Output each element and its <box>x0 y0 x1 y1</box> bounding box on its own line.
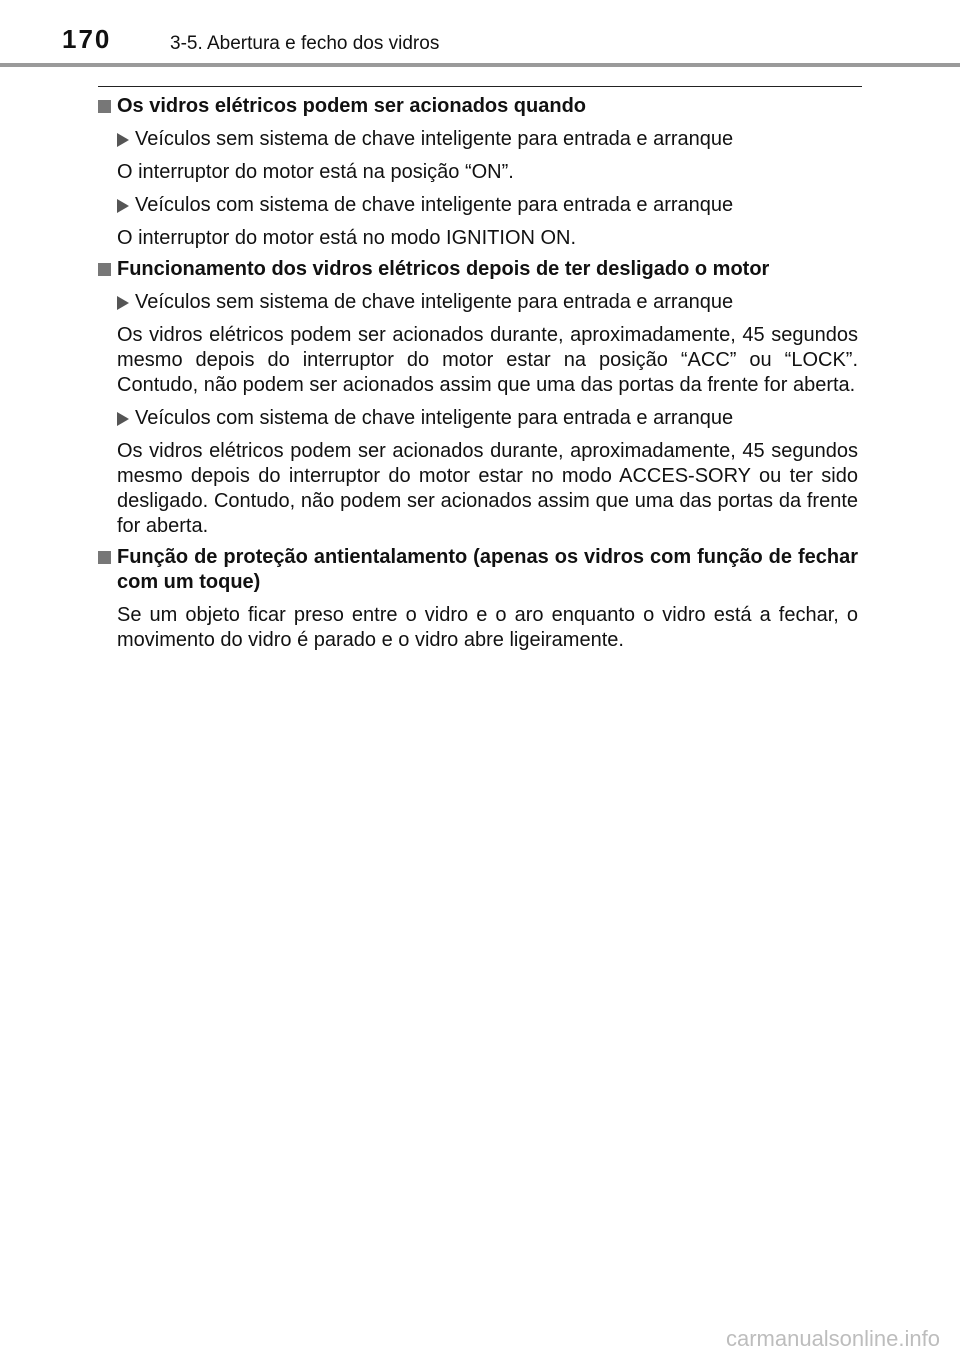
triangle-bullet-icon <box>117 296 129 310</box>
page-header <box>0 0 960 70</box>
section-heading: Funcionamento dos vidros elétricos depois de ter desligado o motor <box>98 257 858 282</box>
triangle-bullet-icon <box>117 199 129 213</box>
paragraph: Os vidros elétricos podem ser acionados durante, aproximadamente, 45 segundos mesmo depois do interruptor do motor estar na posição “ACC” ou “LOCK”. Contudo, não podem ser acionados assim que uma das portas da frente for aberta. <box>117 324 858 396</box>
sub-heading: Veículos sem sistema de chave inteligente para entrada e arranque <box>117 290 858 315</box>
watermark-link[interactable]: carmanualsonline.info <box>725 1326 940 1351</box>
paragraph: O interruptor do motor está no modo IGNITION ON. <box>117 227 577 249</box>
triangle-bullet-icon <box>117 412 129 426</box>
square-bullet-icon <box>98 263 111 276</box>
sub-heading: Veículos com sistema de chave inteligente para entrada e arranque <box>117 406 858 431</box>
content-divider <box>98 86 862 87</box>
triangle-bullet-icon <box>117 133 129 147</box>
paragraph: Os vidros elétricos podem ser acionados durante, aproximadamente, 45 segundos mesmo depois do interruptor do motor estar no modo ACCES-SORY ou ter sido desligado. Contudo, não podem ser acionados assim que uma das portas da frente for aberta. <box>117 440 858 537</box>
page-content <box>98 94 858 653</box>
paragraph: O interruptor do motor está na posição “ON”. <box>117 161 514 183</box>
sub-heading: Veículos com sistema de chave inteligente para entrada e arranque <box>117 193 858 218</box>
square-bullet-icon <box>98 551 111 564</box>
page-number: 170 <box>62 24 112 54</box>
section-title: 3-5. Abertura e fecho dos vidros <box>170 33 440 54</box>
section-heading: Os vidros elétricos podem ser acionados quando <box>98 94 858 119</box>
sub-heading: Veículos sem sistema de chave inteligente para entrada e arranque <box>117 127 858 152</box>
paragraph: Se um objeto ficar preso entre o vidro e o aro enquanto o vidro está a fechar, o movimento do vidro é parado e o vidro abre ligeiramente. <box>117 604 858 651</box>
header-divider <box>0 63 960 67</box>
square-bullet-icon <box>98 100 111 113</box>
section-heading: Função de proteção antientalamento (apenas os vidros com função de fechar com um toque) <box>98 545 858 595</box>
